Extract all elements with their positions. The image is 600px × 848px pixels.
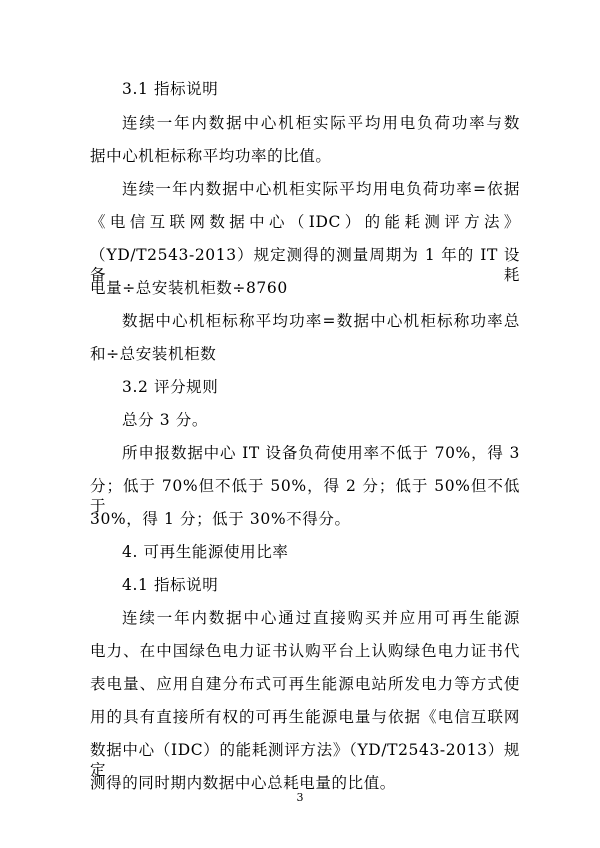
paragraph-line: 分；低于 70%但不低于 50%，得 2 分；低于 50%但不低于 [90,477,520,515]
paragraph-line: 连续一年内数据中心机柜实际平均用电负荷功率与数 [122,114,520,132]
paragraph-line: 数据中心机柜标称平均功率=数据中心机柜标称功率总 [122,312,520,330]
section-heading-4: 4. 可再生能源使用比率 [122,543,289,561]
paragraph-line: 测得的同时期内数据中心总耗电量的比值。 [90,774,396,792]
section-heading-4-1: 4.1 指标说明 [122,576,219,594]
paragraph-line: 总分 3 分。 [122,411,208,429]
paragraph-line: （YD/T2543-2013）规定测得的测量周期为 1 年的 IT 设备耗 [90,246,520,284]
paragraph-line: 电力、在中国绿色电力证书认购平台上认购绿色电力证书代 [90,642,520,660]
paragraph-line: 据中心机柜标称平均功率的比值。 [90,147,332,165]
paragraph-line: 30%，得 1 分；低于 30%不得分。 [90,510,351,528]
paragraph-line: 用的具有直接所有权的可再生能源电量与依据《电信互联网 [90,708,520,726]
paragraph-line: 连续一年内数据中心通过直接购买并应用可再生能源 [122,609,520,627]
paragraph-line: 数据中心（IDC）的能耗测评方法》（YD/T2543-2013）规定 [90,741,520,779]
paragraph-line: 连续一年内数据中心机柜实际平均用电负荷功率=依据 [122,180,520,198]
paragraph-line: 电量÷总安装机柜数÷8760 [90,279,288,297]
paragraph-line: 《电信互联网数据中心（IDC）的能耗测评方法》 [90,213,520,231]
page-number: 3 [296,791,304,804]
section-heading-3-1: 3.1 指标说明 [122,80,219,98]
paragraph-line: 和÷总安装机柜数 [90,345,217,363]
paragraph-line: 表电量、应用自建分布式可再生能源电站所发电力等方式使 [90,675,520,693]
paragraph-line: 所申报数据中心 IT 设备负荷使用率不低于 70%，得 3 [122,444,520,462]
section-heading-3-2: 3.2 评分规则 [122,378,219,396]
